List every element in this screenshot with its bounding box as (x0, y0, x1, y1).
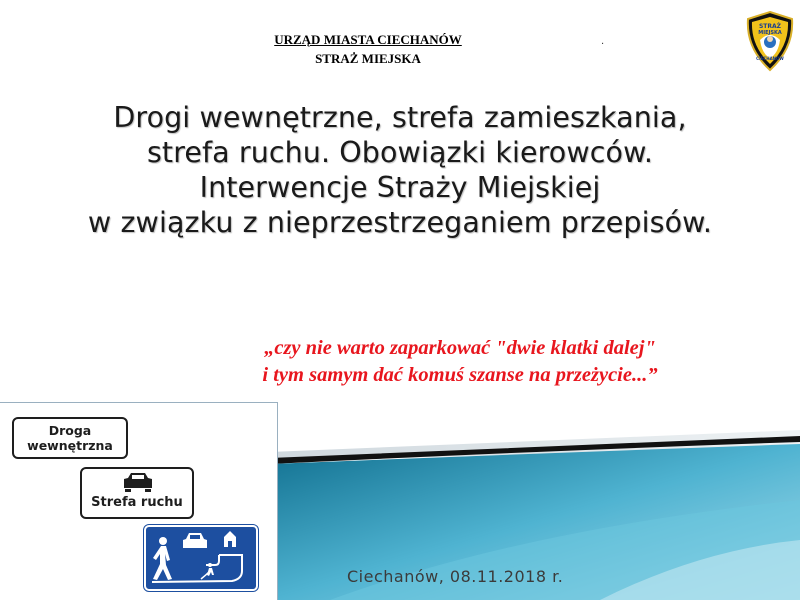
organization-name: URZĄD MIASTA CIECHANÓW (274, 32, 462, 47)
quote-line-1: „czy nie warto zaparkować "dwie klatki dalej" (264, 337, 656, 359)
footer-place-date: Ciechanów, 08.11.2018 r. (347, 567, 564, 586)
badge-text-1: STRAŻ (758, 23, 782, 30)
road-signs-panel (0, 402, 278, 600)
home-zone-sign-icon (144, 525, 258, 591)
slide-title (0, 100, 800, 240)
sign-strefa-label: Strefa ruchu (91, 495, 183, 510)
badge-text-2: MIEJSKA (758, 30, 782, 36)
sign-strefa-ruchu (80, 467, 194, 519)
department-name: STRAŻ MIEJSKA (315, 51, 421, 66)
slide-header (208, 30, 528, 68)
sign-droga-line-2: wewnętrzna (27, 438, 113, 453)
title-line-3: Interwencje Straży Miejskiej (199, 171, 601, 204)
stray-dot: . (601, 36, 605, 47)
title-line-4: w związku z nieprzestrzeganiem przepisów. (87, 206, 713, 239)
sign-droga-line-1: Droga (48, 423, 92, 438)
title-line-1: Drogi wewnętrzne, strefa zamieszkania, (113, 101, 687, 134)
sign-droga-wewnetrzna (12, 417, 128, 459)
car-icon (121, 472, 155, 492)
straz-miejska-badge-icon (744, 10, 796, 72)
badge-text-3: CIECHANÓW (756, 56, 784, 61)
title-line-2: strefa ruchu. Obowiązki kierowców. (146, 136, 654, 169)
quote-line-2: i tym samym dać komuś szanse na przeżycie...” (262, 364, 658, 386)
